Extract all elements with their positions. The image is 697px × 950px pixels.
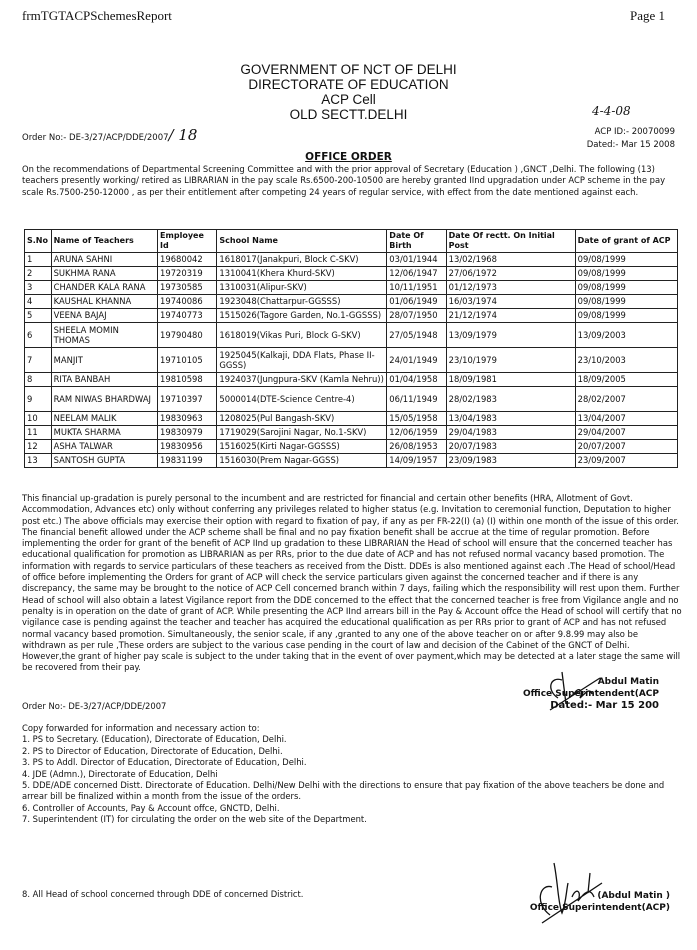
cell-acp-date: 13/09/2003 <box>575 323 677 348</box>
table-row <box>25 426 678 440</box>
copy-item-4: 4. JDE (Admn.), Directorate of Education, Delhi <box>22 768 218 779</box>
cell-name: RITA BANBAH <box>51 373 157 387</box>
cell-dob: 01/04/1958 <box>387 373 446 387</box>
letterhead-government: GOVERNMENT OF NCT OF DELHI <box>240 62 457 77</box>
cell-recruitment-date: 13/04/1983 <box>446 412 575 426</box>
header-acp-date: Date of grant of ACP <box>575 230 677 253</box>
cell-school: 1310031(Alipur-SKV) <box>217 281 387 295</box>
header-name: Name of Teachers <box>51 230 157 253</box>
cell-recruitment-date: 23/10/1979 <box>446 348 575 373</box>
cell-dob: 26/08/1953 <box>387 440 446 454</box>
cell-school: 1923048(Chattarpur-GGSSS) <box>217 295 387 309</box>
cell-recruitment-date: 29/04/1983 <box>446 426 575 440</box>
table-row <box>25 253 678 267</box>
cell-employee-id: 19830979 <box>158 426 217 440</box>
cell-name: ASHA TALWAR <box>51 440 157 454</box>
cell-acp-date: 29/04/2007 <box>575 426 677 440</box>
copy-item-8: 8. All Head of school concerned through DDE of concerned District. <box>22 889 304 899</box>
cell-employee-id: 19830956 <box>158 440 217 454</box>
cell-acp-date: 09/08/1999 <box>575 281 677 295</box>
cell-sno: 13 <box>25 454 52 468</box>
cell-employee-id: 19790480 <box>158 323 217 348</box>
cell-sno: 11 <box>25 426 52 440</box>
cell-dob: 12/06/1959 <box>387 426 446 440</box>
cell-employee-id: 19831199 <box>158 454 217 468</box>
report-name: frmTGTACPSchemesReport <box>22 8 172 23</box>
letterhead-address: OLD SECTT.DELHI <box>289 107 408 122</box>
cell-sno: 12 <box>25 440 52 454</box>
acp-meta <box>587 126 675 152</box>
cell-sno: 3 <box>25 281 52 295</box>
cell-school: 1925045(Kalkaji, DDA Flats, Phase II-GGSS) <box>217 348 387 373</box>
order-number-handwritten: / 18 <box>168 126 198 144</box>
header-recruitment-date: Date Of rectt. On Initial Post <box>446 230 575 253</box>
cell-school: 5000014(DTE-Science Centre-4) <box>217 387 387 412</box>
cell-acp-date: 09/08/1999 <box>575 253 677 267</box>
cell-name: SANTOSH GUPTA <box>51 454 157 468</box>
cell-employee-id: 19710105 <box>158 348 217 373</box>
cell-recruitment-date: 21/12/1974 <box>446 309 575 323</box>
cell-sno: 7 <box>25 348 52 373</box>
table-row <box>25 295 678 309</box>
cell-name: KAUSHAL KHANNA <box>51 295 157 309</box>
cell-recruitment-date: 18/09/1981 <box>446 373 575 387</box>
cell-name: MANJIT <box>51 348 157 373</box>
cell-recruitment-date: 27/06/1972 <box>446 267 575 281</box>
signature-2-block <box>530 890 670 914</box>
cell-recruitment-date: 13/09/1979 <box>446 323 575 348</box>
cell-dob: 06/11/1949 <box>387 387 446 412</box>
cell-acp-date: 18/09/2005 <box>575 373 677 387</box>
cell-employee-id: 19810598 <box>158 373 217 387</box>
cell-acp-date: 09/08/1999 <box>575 295 677 309</box>
table-row <box>25 373 678 387</box>
letterhead-cell: ACP Cell <box>321 92 376 107</box>
cell-school: 1208025(Pul Bangash-SKV) <box>217 412 387 426</box>
cell-acp-date: 20/07/2007 <box>575 440 677 454</box>
cell-school: 1618017(Janakpuri, Block C-SKV) <box>217 253 387 267</box>
table-row <box>25 412 678 426</box>
teachers-table <box>24 229 678 468</box>
cell-school: 1310041(Khera Khurd-SKV) <box>217 267 387 281</box>
cell-acp-date: 28/02/2007 <box>575 387 677 412</box>
acp-id: ACP ID:- 20070099 <box>594 127 675 137</box>
cell-employee-id: 19830963 <box>158 412 217 426</box>
cell-recruitment-date: 23/09/1983 <box>446 454 575 468</box>
cell-recruitment-date: 13/02/1968 <box>446 253 575 267</box>
signatory-name-2: (Abdul Matin ) <box>597 891 670 901</box>
cell-sno: 2 <box>25 267 52 281</box>
cell-school: 1719029(Sarojini Nagar, No.1-SKV) <box>217 426 387 440</box>
copy-item-2: 2. PS to Director of Education, Directorate of Education, Delhi. <box>22 745 283 756</box>
cell-dob: 14/09/1957 <box>387 454 446 468</box>
cell-employee-id: 19710397 <box>158 387 217 412</box>
signatory-title-2: Office Superintendent(ACP) <box>529 903 670 913</box>
table-row <box>25 309 678 323</box>
cell-school: 1924037(Jungpura-SKV (Kamla Nehru)) <box>217 373 387 387</box>
office-order-title: OFFICE ORDER <box>305 151 392 163</box>
header-employee-id: Employee Id <box>158 230 217 253</box>
cell-acp-date: 09/08/1999 <box>575 267 677 281</box>
terms-paragraph: This financial up-gradation is purely personal to the incumbent and are restricted for financial and certain other benefits (HRA, Allotment of Govt. Accommodation, Advances etc) only without conferring any privileges related to higher status (e.g. Invitation to ceremonial function, Deputation to higher post etc.) The above officials may exercise their option with regard to fixation of pay, if any as per FR-22(I) (a) (I) within one month of the issue of this order. The financial benefit allowed under the ACP scheme shall be final and no pay fixation benefit shall be accrue at the time of regular promotion. Before implementing the order for grant of the benefit of ACP IInd up gradation to these LIBRARIAN the Head of school will ensure that the concerned teacher has educational qualification for promotion as LIBRARIAN as per RRs, prior to the due date of ACP and has not refused normal vacancy based promotion. The information with regards to service particulars of these teachers as received from the Distt. DDEs is also mentioned against each .The Head of school/Head of office before implementing the Orders for grant of ACP will check the service particulars given against the concerned teacher and if there is any discrepancy, the same may be brought to the notice of ACP Cell concerned branch within 7 days, failing which the responsibility will rest upon them. Further Head of school will also obtain a latest Vigilance report from the DDE concerned to the effect that the concerned teacher is free from Vigilance angle and no penalty is in operation on the date of grant of ACP. While presenting the ACP IInd arrears bill in the Pay & Account offce the Head of school will certify that no vigilance case is pending against the teacher and teacher has acquired the educational qualification as per RRs prior to grant of ACP and has not refused normal vacancy based promotion. Simultaneously, the senior scale, if any ,granted to any one of the above teacher on or after 9.8.99 may also be withdrawn as per rule ,These orders are subject to the various case pending in the court of law and decision of the Cabinet of the GNCT of Delhi. However,the grant of higher pay scale is subject to the under taking that in the event of over payment,which may be detected at a later stage the same will be recovered from their pay. <box>22 493 682 673</box>
signatory-title: Office Superintendent(ACP <box>523 689 659 699</box>
cell-dob: 01/06/1949 <box>387 295 446 309</box>
header-sno: S.No <box>25 230 52 253</box>
copy-forward-intro: Copy forwarded for information and necessary action to: <box>22 723 260 733</box>
table-header-row <box>25 230 678 253</box>
cell-sno: 5 <box>25 309 52 323</box>
cell-name: NEELAM MALIK <box>51 412 157 426</box>
cell-sno: 6 <box>25 323 52 348</box>
cell-acp-date: 23/09/2007 <box>575 454 677 468</box>
signature-dated: Dated:- Mar 15 200 <box>550 700 659 711</box>
cell-employee-id: 19730585 <box>158 281 217 295</box>
cell-sno: 9 <box>25 387 52 412</box>
table-row <box>25 387 678 412</box>
copy-item-1: 1. PS to Secretary. (Education), Directorate of Education, Delhi. <box>22 734 287 745</box>
signatory-name: Abdul Matin <box>597 677 659 687</box>
cell-school: 1618019(Vikas Puri, Block G-SKV) <box>217 323 387 348</box>
copy-item-6: 6. Controller of Accounts, Pay & Account offce, GNCTD, Delhi. <box>22 802 280 813</box>
cell-name: CHANDER KALA RANA <box>51 281 157 295</box>
cell-dob: 15/05/1958 <box>387 412 446 426</box>
cell-dob: 27/05/1948 <box>387 323 446 348</box>
cell-name: SHEELA MOMIN THOMAS <box>51 323 157 348</box>
cell-dob: 28/07/1950 <box>387 309 446 323</box>
cell-employee-id: 19720319 <box>158 267 217 281</box>
cell-dob: 03/01/1944 <box>387 253 446 267</box>
cell-acp-date: 13/04/2007 <box>575 412 677 426</box>
cell-name: ARUNA SAHNI <box>51 253 157 267</box>
table-row <box>25 267 678 281</box>
header-school: School Name <box>217 230 387 253</box>
cell-recruitment-date: 01/12/1973 <box>446 281 575 295</box>
cell-acp-date: 09/08/1999 <box>575 309 677 323</box>
table-row <box>25 281 678 295</box>
cell-recruitment-date: 20/07/1983 <box>446 440 575 454</box>
cell-sno: 8 <box>25 373 52 387</box>
table-row <box>25 440 678 454</box>
cell-recruitment-date: 28/02/1983 <box>446 387 575 412</box>
cell-school: 1516030(Prem Nagar-GGSS) <box>217 454 387 468</box>
cell-school: 1515026(Tagore Garden, No.1-GGSSS) <box>217 309 387 323</box>
cell-employee-id: 19740086 <box>158 295 217 309</box>
cell-name: VEENA BAJAJ <box>51 309 157 323</box>
cell-sno: 10 <box>25 412 52 426</box>
cell-sno: 1 <box>25 253 52 267</box>
page-number: Page 1 <box>629 8 665 23</box>
cell-name: SUKHMA RANA <box>51 267 157 281</box>
table-row <box>25 348 678 373</box>
copy-item-5: 5. DDE/ADE concerned Distt. Directorate of Education. Delhi/New Delhi with the directions to ensure that pay fixation of the above teachers be done and arrear bill be finalized within a month from the issue of the orders. <box>22 780 665 802</box>
cell-name: RAM NIWAS BHARDWAJ <box>51 387 157 412</box>
copy-item-3: 3. PS to Addl. Director of Education, Directorate of Education, Delhi. <box>22 757 307 768</box>
cell-name: MUKTA SHARMA <box>51 426 157 440</box>
table-row <box>25 323 678 348</box>
cell-recruitment-date: 16/03/1974 <box>446 295 575 309</box>
cell-dob: 24/01/1949 <box>387 348 446 373</box>
order-dated: Dated:- Mar 15 2008 <box>586 140 675 150</box>
cell-school: 1516025(Kirti Nagar-GGSSS) <box>217 440 387 454</box>
order-number-text: Order No:- DE-3/27/ACP/DDE/2007 <box>22 133 169 143</box>
handwritten-date: 4-4-08 <box>592 104 631 118</box>
cell-employee-id: 19680042 <box>158 253 217 267</box>
header-dob: Date Of Birth <box>387 230 446 253</box>
cell-sno: 4 <box>25 295 52 309</box>
copy-order-number: Order No:- DE-3/27/ACP/DDE/2007 <box>22 701 167 711</box>
cell-dob: 10/11/1951 <box>387 281 446 295</box>
copy-item-7: 7. Superintendent (IT) for circulating the order on the web site of the Department. <box>22 814 367 825</box>
intro-paragraph: On the recommendations of Departmental Screening Committee and with the prior approval of Secretary (Education ) ,GNCT ,Delhi. The following (13) teachers presently working/ retired as LIBRARIAN in the pay scale Rs.6500-200-10500 are hereby granted IInd upgradation under ACP scheme in the pay scale Rs.7500-250-12000 , as per their entitlement after competing 24 years of regular service, with effect from the date mentioned against each. <box>22 164 666 197</box>
cell-acp-date: 23/10/2003 <box>575 348 677 373</box>
cell-dob: 12/06/1947 <box>387 267 446 281</box>
cell-employee-id: 19740773 <box>158 309 217 323</box>
table-row <box>25 454 678 468</box>
letterhead-directorate: DIRECTORATE OF EDUCATION <box>248 77 449 92</box>
copy-forward-list <box>22 723 687 826</box>
order-number <box>22 126 197 144</box>
